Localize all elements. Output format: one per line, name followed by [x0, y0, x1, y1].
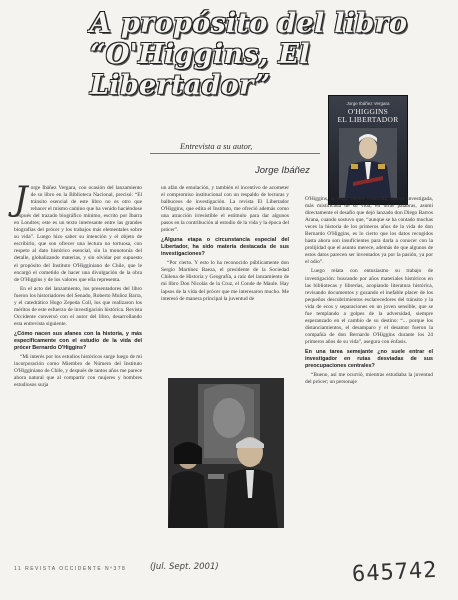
handwritten-date: (Jul. Sept. 2001): [150, 562, 219, 572]
paragraph: “Bueno, así me ocurrió, mientras estudiaba la juventud del prócer; un personaje: [305, 371, 433, 386]
column-1: [14, 179, 142, 391]
divider: [150, 153, 320, 154]
paragraph: En el acto del lanzamiento, los presentadores del libro fueron los historiadores del Senado, Roberto Muñoz Barra, y el catedrático Hugo Zepeda Coll, los que realizaron los méritos de este esfuerzo de investigación histórica. Revista Occidente conversó con el autor del libro, desarrollando esta entrevista siguiente.: [14, 285, 142, 327]
paragraph: O'Higgins, la etapa menos conocida, menos investigada, más mistificada de su vida; en otras palabras, asumí directamente el desafío que dejó lanzado don Diego Barros Arana, cuando sostuvo que, “aunque se ha contado muchas veces la historia de los primeros años de la vida de don Bernardo O'Higgins, es lo cierto que los datos recogidos hasta ahora son insuficientes para darla a conocer con la prolijidad que el asunto merece, además de que algunos de estos datos parecen ser inventados ya por la pasión, ya por el odio”.: [305, 196, 433, 266]
paragraph: “Mi interés por los estudios históricos surge luego de mi incorporación como Miembro de Número del Instituto O'Higginiano de Chile, y después de tantos años me parece ahora natural que al compartir con mujeres y hombres estudiosos surja: [14, 353, 142, 389]
byline: Jorge Ibáñez: [255, 165, 310, 176]
page-footer: 11 REVISTA OCCIDENTE Nº378: [14, 566, 127, 572]
catalog-stamp: 645742: [351, 557, 439, 588]
column-2: [161, 185, 289, 305]
interview-question: ¿Cómo nacen sus afanes con la historia, y más específicamente con el estudio de la vida del prócer Bernardo O'Higgins?: [14, 330, 142, 351]
cover-title-line2: EL LIBERTADOR: [337, 115, 399, 124]
subtitle: Entrevista a su autor,: [180, 141, 253, 151]
cover-author: Jorge Ibáñez Vergara: [346, 101, 390, 106]
column-3: [305, 196, 433, 388]
interview-photo: [168, 378, 284, 528]
paragraph: “Por cierto. Y esto lo ha reconocido públicamente don Sergio Martínez Baeza, el presidente de la Sociedad Chilena de Historia y Geografía, a raíz del lanzamiento de mi libro Don Nicolás de la Cruz, el Conde de Maule. Hay lapsos de la vida del prócer que me interesaron mucho. Me interesó de manera principal la juventud de: [161, 260, 289, 302]
paragraph: orge Ibáñez Vergara, con ocasión del lanzamiento de su libro en la Biblioteca Nacional, precisó: “El tránsito esencial de este libro no es otro que rehacer el mismo camino que ha venido haciéndose después del trazado biográfico mínimo, escrito por Ibarra en Londres; este es un texto interesante entre las grandes biografías del prócer y los trabajos más elementales sobre su vida”. Luego hizo saber su intención y el objeto de escribirlo, que son ofrecer una lectura no tortuosa, con respeto al dato histórico esencial, sin la monotonía del detalle, globalizando materias, y sin olvidar por supuesto el propósito del Instituto O'Higginiano de Chile, que le encargó el cometido de hacer una divulgación de la obra de O'Higgins y de los valores que ella representa.: [14, 185, 142, 283]
drop-cap: J: [14, 179, 28, 219]
paragraph: Luego relata con entusiasmo su trabajo de investigación: buscando por años materiales históricos en las bibliotecas y librerías, acopiando literatura histórica, revisando documentos y gozando el inefable placer de los pequeños descubrimientos esclarecedores del tránsito y la vida de ecos y separaciones en un joven sensible, que se fue templando a golpes de la adversidad, siempre esperanzado en el cambio de su destino: “... porque los distanciamientos, el desamparo y el desamor fueron la compañía de don Bernardo O'Higgins durante los 24 primeros años de su vida”, asegura con énfasis.: [305, 268, 433, 345]
photo-illustration: [168, 378, 284, 528]
paragraph: un afán de emulación, y también el incentivo de acometer el compromiso institucional con un respaldo de lecturas y balbuceos de investigación. La revista El Libertador O'Higgins, que edita el Instituto, me ofreció además como una atracción irresistible el estímulo para dar algunos pasos en la contribución al estudio de la vida y la época del prócer”.: [161, 185, 289, 234]
cover-title-line1: O'HIGGINS: [347, 107, 389, 116]
portrait-illustration: [339, 128, 397, 198]
interview-question: En una tarea semejante ¿no suele entrar el investigador en rutas desviadas de sus preocupaciones centrales?: [305, 348, 433, 369]
cover-title: [329, 108, 407, 124]
interview-question: ¿Alguna etapa o circunstancia especial del Libertador, ha sido materia destacada de sus investigaciones?: [161, 237, 289, 258]
article-title: A propósito del libro “O'Higgins, El Libertador”: [90, 8, 408, 101]
